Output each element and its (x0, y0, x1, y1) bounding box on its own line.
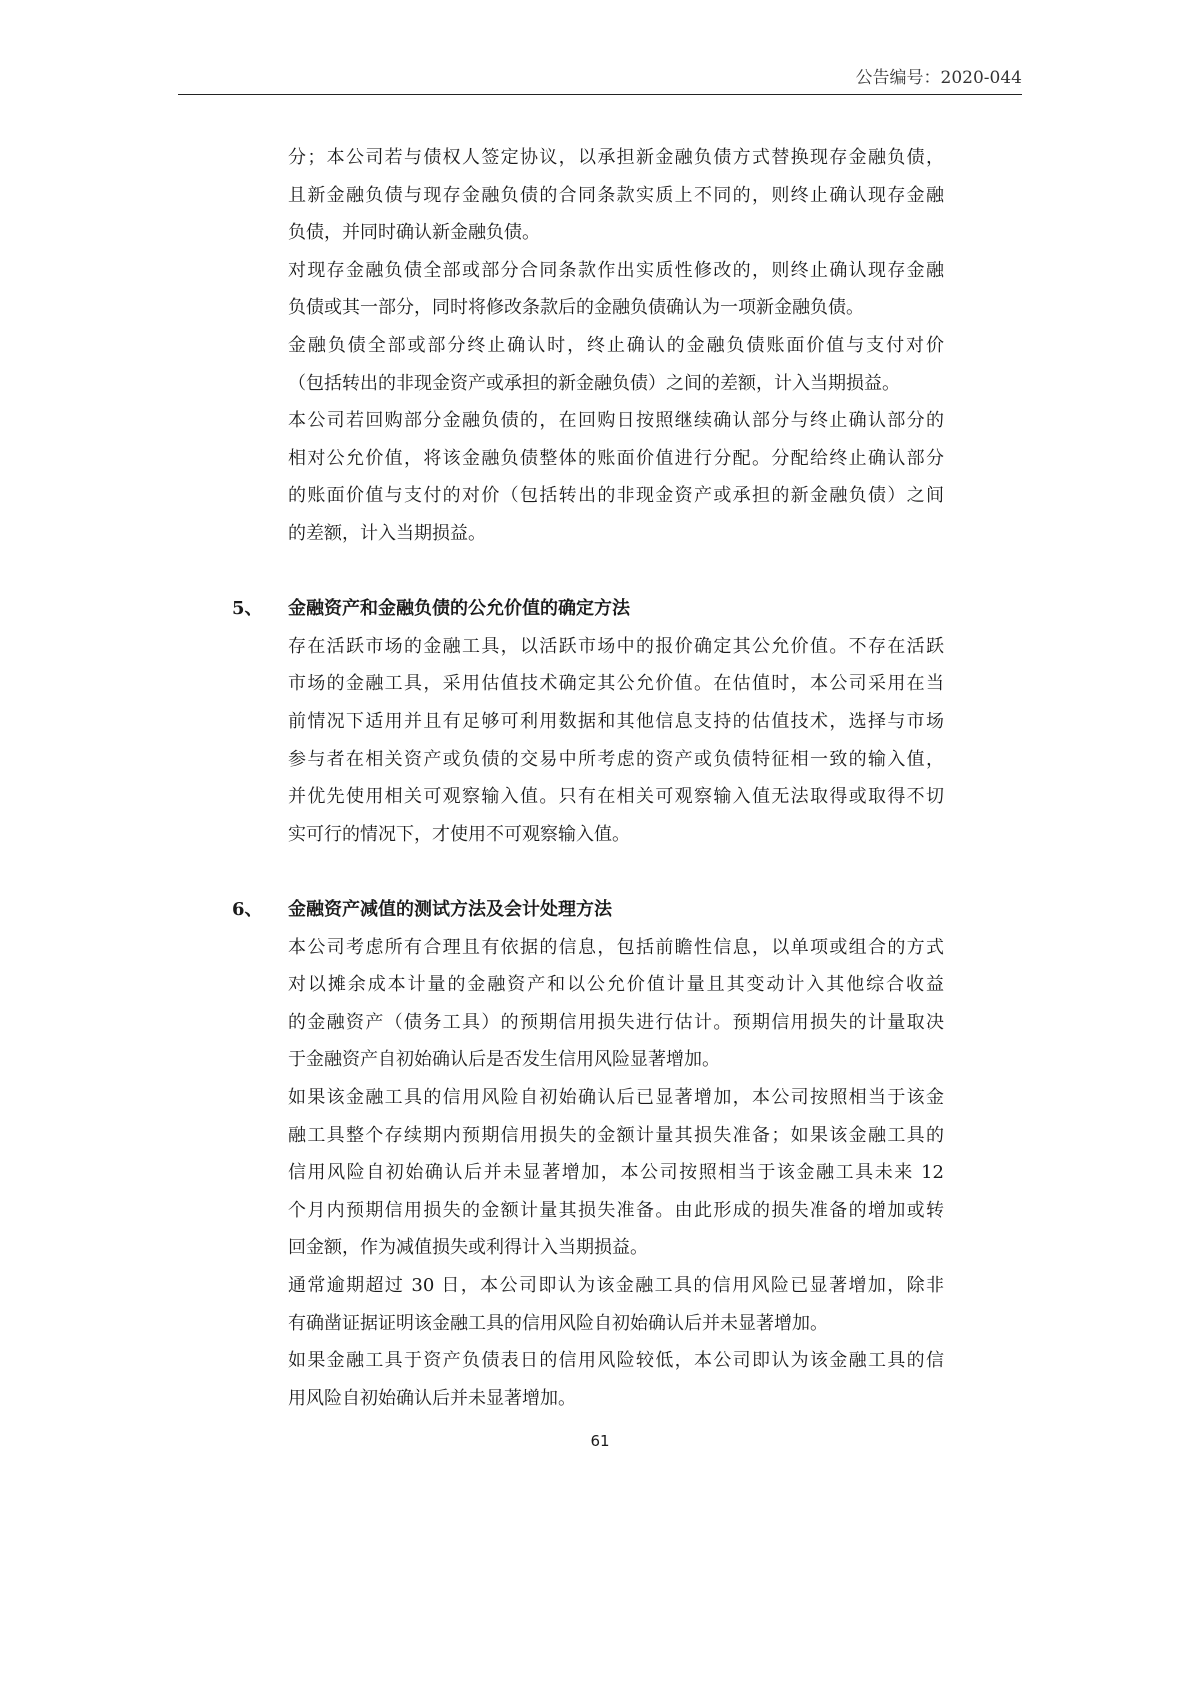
paragraph-line: 存在活跃市场的金融工具，以活跃市场中的报价确定其公允价值。不存在活跃 (288, 635, 944, 657)
paragraph-line: 并优先使用相关可观察输入值。只有在相关可观察输入值无法取得或取得不切 (288, 786, 944, 808)
header-divider (178, 94, 1022, 95)
page-number: 61 (590, 1432, 610, 1450)
paragraph-line: 负债或其一部分，同时将修改条款后的金融负债确认为一项新金融负债。 (288, 297, 864, 319)
section-heading (232, 597, 630, 621)
paragraph-line: 如果该金融工具的信用风险自初始确认后已显著增加，本公司按照相当于该金 (288, 1087, 944, 1108)
paragraph-line: 于金融资产自初始确认后是否发生信用风险显著增加。 (288, 1049, 720, 1071)
paragraph-line: （包括转出的非现金资产或承担的新金融负债）之间的差额，计入当期损益。 (288, 372, 900, 394)
paragraph-line: 融工具整个存续期内预期信用损失的金额计量其损失准备；如果该金融工具的 (288, 1124, 944, 1146)
paragraph-line: 对现存金融负债全部或部分合同条款作出实质性修改的，则终止确认现存金融 (288, 259, 944, 281)
paragraph-line: 如果金融工具于资产负债表日的信用风险较低，本公司即认为该金融工具的信 (288, 1350, 944, 1372)
paragraph-line: 的金融资产（债务工具）的预期信用损失进行估计。预期信用损失的计量取决 (288, 1011, 944, 1033)
paragraph-line: 个月内预期信用损失的金额计量其损失准备。由此形成的损失准备的增加或转 (288, 1199, 944, 1221)
paragraph-line: 的账面价值与支付的对价（包括转出的非现金资产或承担的新金融负债）之间 (288, 485, 944, 507)
paragraph-line: 且新金融负债与现存金融负债的合同条款实质上不同的，则终止确认现存金融 (288, 184, 944, 206)
paragraph-line: 负债，并同时确认新金融负债。 (288, 222, 540, 244)
paragraph-line: 实可行的情况下，才使用不可观察输入值。 (288, 823, 630, 845)
announcement-number: 公告编号：2020-044 (855, 68, 1022, 88)
section-number: 6、 (232, 899, 263, 920)
paragraph-line: 回金额，作为减值损失或利得计入当期损益。 (288, 1237, 648, 1259)
paragraph-line: 有确凿证据证明该金融工具的信用风险自初始确认后并未显著增加。 (288, 1312, 828, 1334)
paragraph-line: 对以摊余成本计量的金融资产和以公允价值计量且其变动计入其他综合收益 (288, 974, 944, 996)
paragraph-line: 本公司若回购部分金融负债的，在回购日按照继续确认部分与终止确认部分的 (288, 410, 944, 432)
paragraph-line: 本公司考虑所有合理且有依据的信息，包括前瞻性信息，以单项或组合的方式 (288, 936, 944, 958)
paragraph-line: 相对公允价值，将该金融负债整体的账面价值进行分配。分配给终止确认部分 (288, 447, 944, 469)
section-title: 金融资产和金融负债的公允价值的确定方法 (288, 598, 630, 620)
paragraph-line: 分；本公司若与债权人签定协议，以承担新金融负债方式替换现存金融负债， (288, 147, 944, 168)
paragraph-line: 金融负债全部或部分终止确认时，终止确认的金融负债账面价值与支付对价 (288, 335, 944, 356)
section-title: 金融资产减值的测试方法及会计处理方法 (288, 899, 612, 920)
section-heading (232, 898, 612, 922)
paragraph-line: 的差额，计入当期损益。 (288, 523, 486, 544)
section-number: 5、 (232, 598, 263, 620)
paragraph-line: 用风险自初始确认后并未显著增加。 (288, 1387, 576, 1409)
paragraph-line: 参与者在相关资产或负债的交易中所考虑的资产或负债特征相一致的输入值， (288, 748, 944, 770)
paragraph-line: 通常逾期超过 30 日，本公司即认为该金融工具的信用风险已显著增加，除非 (288, 1275, 944, 1296)
paragraph-line: 前情况下适用并且有足够可利用数据和其他信息支持的估值技术，选择与市场 (288, 711, 944, 732)
paragraph-line: 信用风险自初始确认后并未显著增加，本公司按照相当于该金融工具未来 12 (288, 1162, 944, 1184)
paragraph-line: 市场的金融工具，采用估值技术确定其公允价值。在估值时，本公司采用在当 (288, 673, 944, 695)
